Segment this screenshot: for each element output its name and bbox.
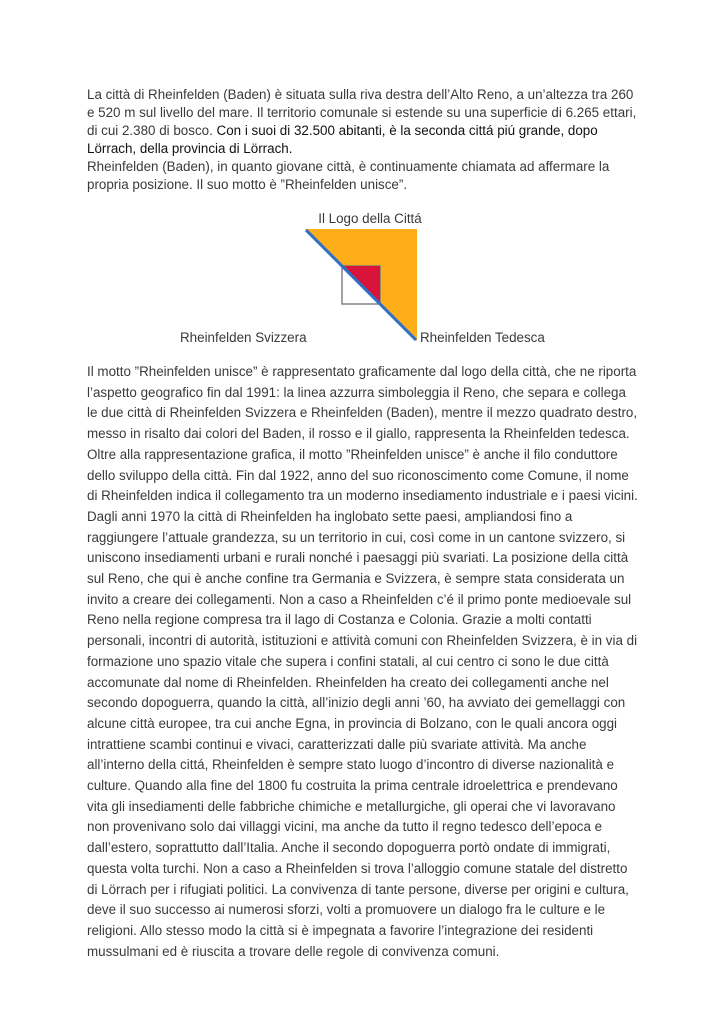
logo-caption: Il Logo della Cittá: [318, 211, 422, 226]
body-paragraph: Il motto ”Rheinfelden unisce” è rappresentato graficamente dal logo della città, che ne riporta l’aspetto geografico fin dal 1991: la linea azzurra simboleggia il Reno, che separa e collega le due città di Rheinfelden Svizzera e Rheinfelden (Baden), mentre il mezzo quadrato destro, messo in risalto dai colori del Baden, il rosso e il giallo, rappresenta la Rheinfelden tedesca. Oltre alla rappresentazione grafica, il motto ”Rheinfelden unisce” è anche il filo conduttore dello sviluppo della città. Fin dal 1922, anno del suo riconoscimento come Comune, il nome di Rheinfelden indica il collegamento tra un moderno insediamento industriale e i paesi vicini. Dagli anni 1970 la città di Rheinfelden ha inglobato sette paesi, ampliandosi fino a raggiungere l’attuale grandezza, su un territorio in cui, così come in un cantone svizzero, si uniscono insediamenti urbani e rurali nonché i paesaggi più svariati. La posizione della città sul Reno, che qui è anche confine tra Germania e Svizzera, è sempre stata considerata un invito a creare dei collegamenti. Non a caso a Rheinfelden c’é il primo ponte medioevale sul Reno nella regione compresa tra il lago di Costanza e Colonia. Grazie a molti contatti personali, incontri di autorità, istituzioni e attività comuni con Rheinfelden Svizzera, è in via di formazione uno spazio vitale che supera i confini statali, al cui centro ci sono le due città accomunate dal nome di Rheinfelden. Rheinfelden ha creato dei collegamenti anche nel secondo dopoguerra, quando la città, all’inizio degli anni ’60, ha avviato dei gemellaggi con alcune città europee, tra cui anche Egna, in provincia di Bolzano, con le quali ancora oggi intrattiene scambi continui e vivaci, caratterizzati dalle più svariate attività. Ma anche all’interno della cittá, Rheinfelden è sempre stato luogo d’incontro di diverse nazionalità e culture. Quando alla fine del 1800 fu costruita la prima centrale idroelettrica e prendevano vita gli insediamenti delle fabbriche chimiche e metallurgiche, gli operai che vi lavoravano non provenivano solo dai villaggi vicini, ma anche da tutto il regno tedesco dell’epoca e dall’estero, soprattutto dall’Italia. Anche il secondo dopoguerra portò ondate di immigrati, questa volta turchi. Non a caso a Rheinfelden si trova l’alloggio comune statale del distretto di Lörrach per i rifugiati politici. La convivenza di tante persone, diverse per origini e cultura, deve il suo successo ai numerosi sforzi, volti a promuovere un dialogo fra le culture e le religioni. Allo stesso modo la città si è impegnata a favorire l’integrazione dei residenti mussulmani ed è riuscita a trovare delle regole di convivenza comuni.: [87, 364, 638, 959]
logo-left-label: Rheinfelden Svizzera: [180, 330, 307, 345]
city-logo: [305, 229, 417, 341]
logo-right-label: Rheinfelden Tedesca: [420, 330, 545, 345]
intro-paragraph: [87, 86, 639, 158]
intro-text: La città di Rheinfelden (Baden) è situata sulla riva destra dell’Alto Reno, a un’altezza tra 260 e 520 m sul livello del mare. Il territorio comunale si estende su una superficie di 6.265 ettari, di cui 2.380 di bosco.: [87, 87, 637, 138]
population-text: Con i suoi di 32.500 abitanti, è la seconda cittá piú grande, dopo Lörrach, della provincia di Lörrach.: [87, 123, 598, 156]
motto-paragraph: Rheinfelden (Baden), in quanto giovane città, è continuamente chiamata ad affermare la propria posizione. Il suo motto è ”Rheinfelden unisce”.: [87, 159, 610, 192]
